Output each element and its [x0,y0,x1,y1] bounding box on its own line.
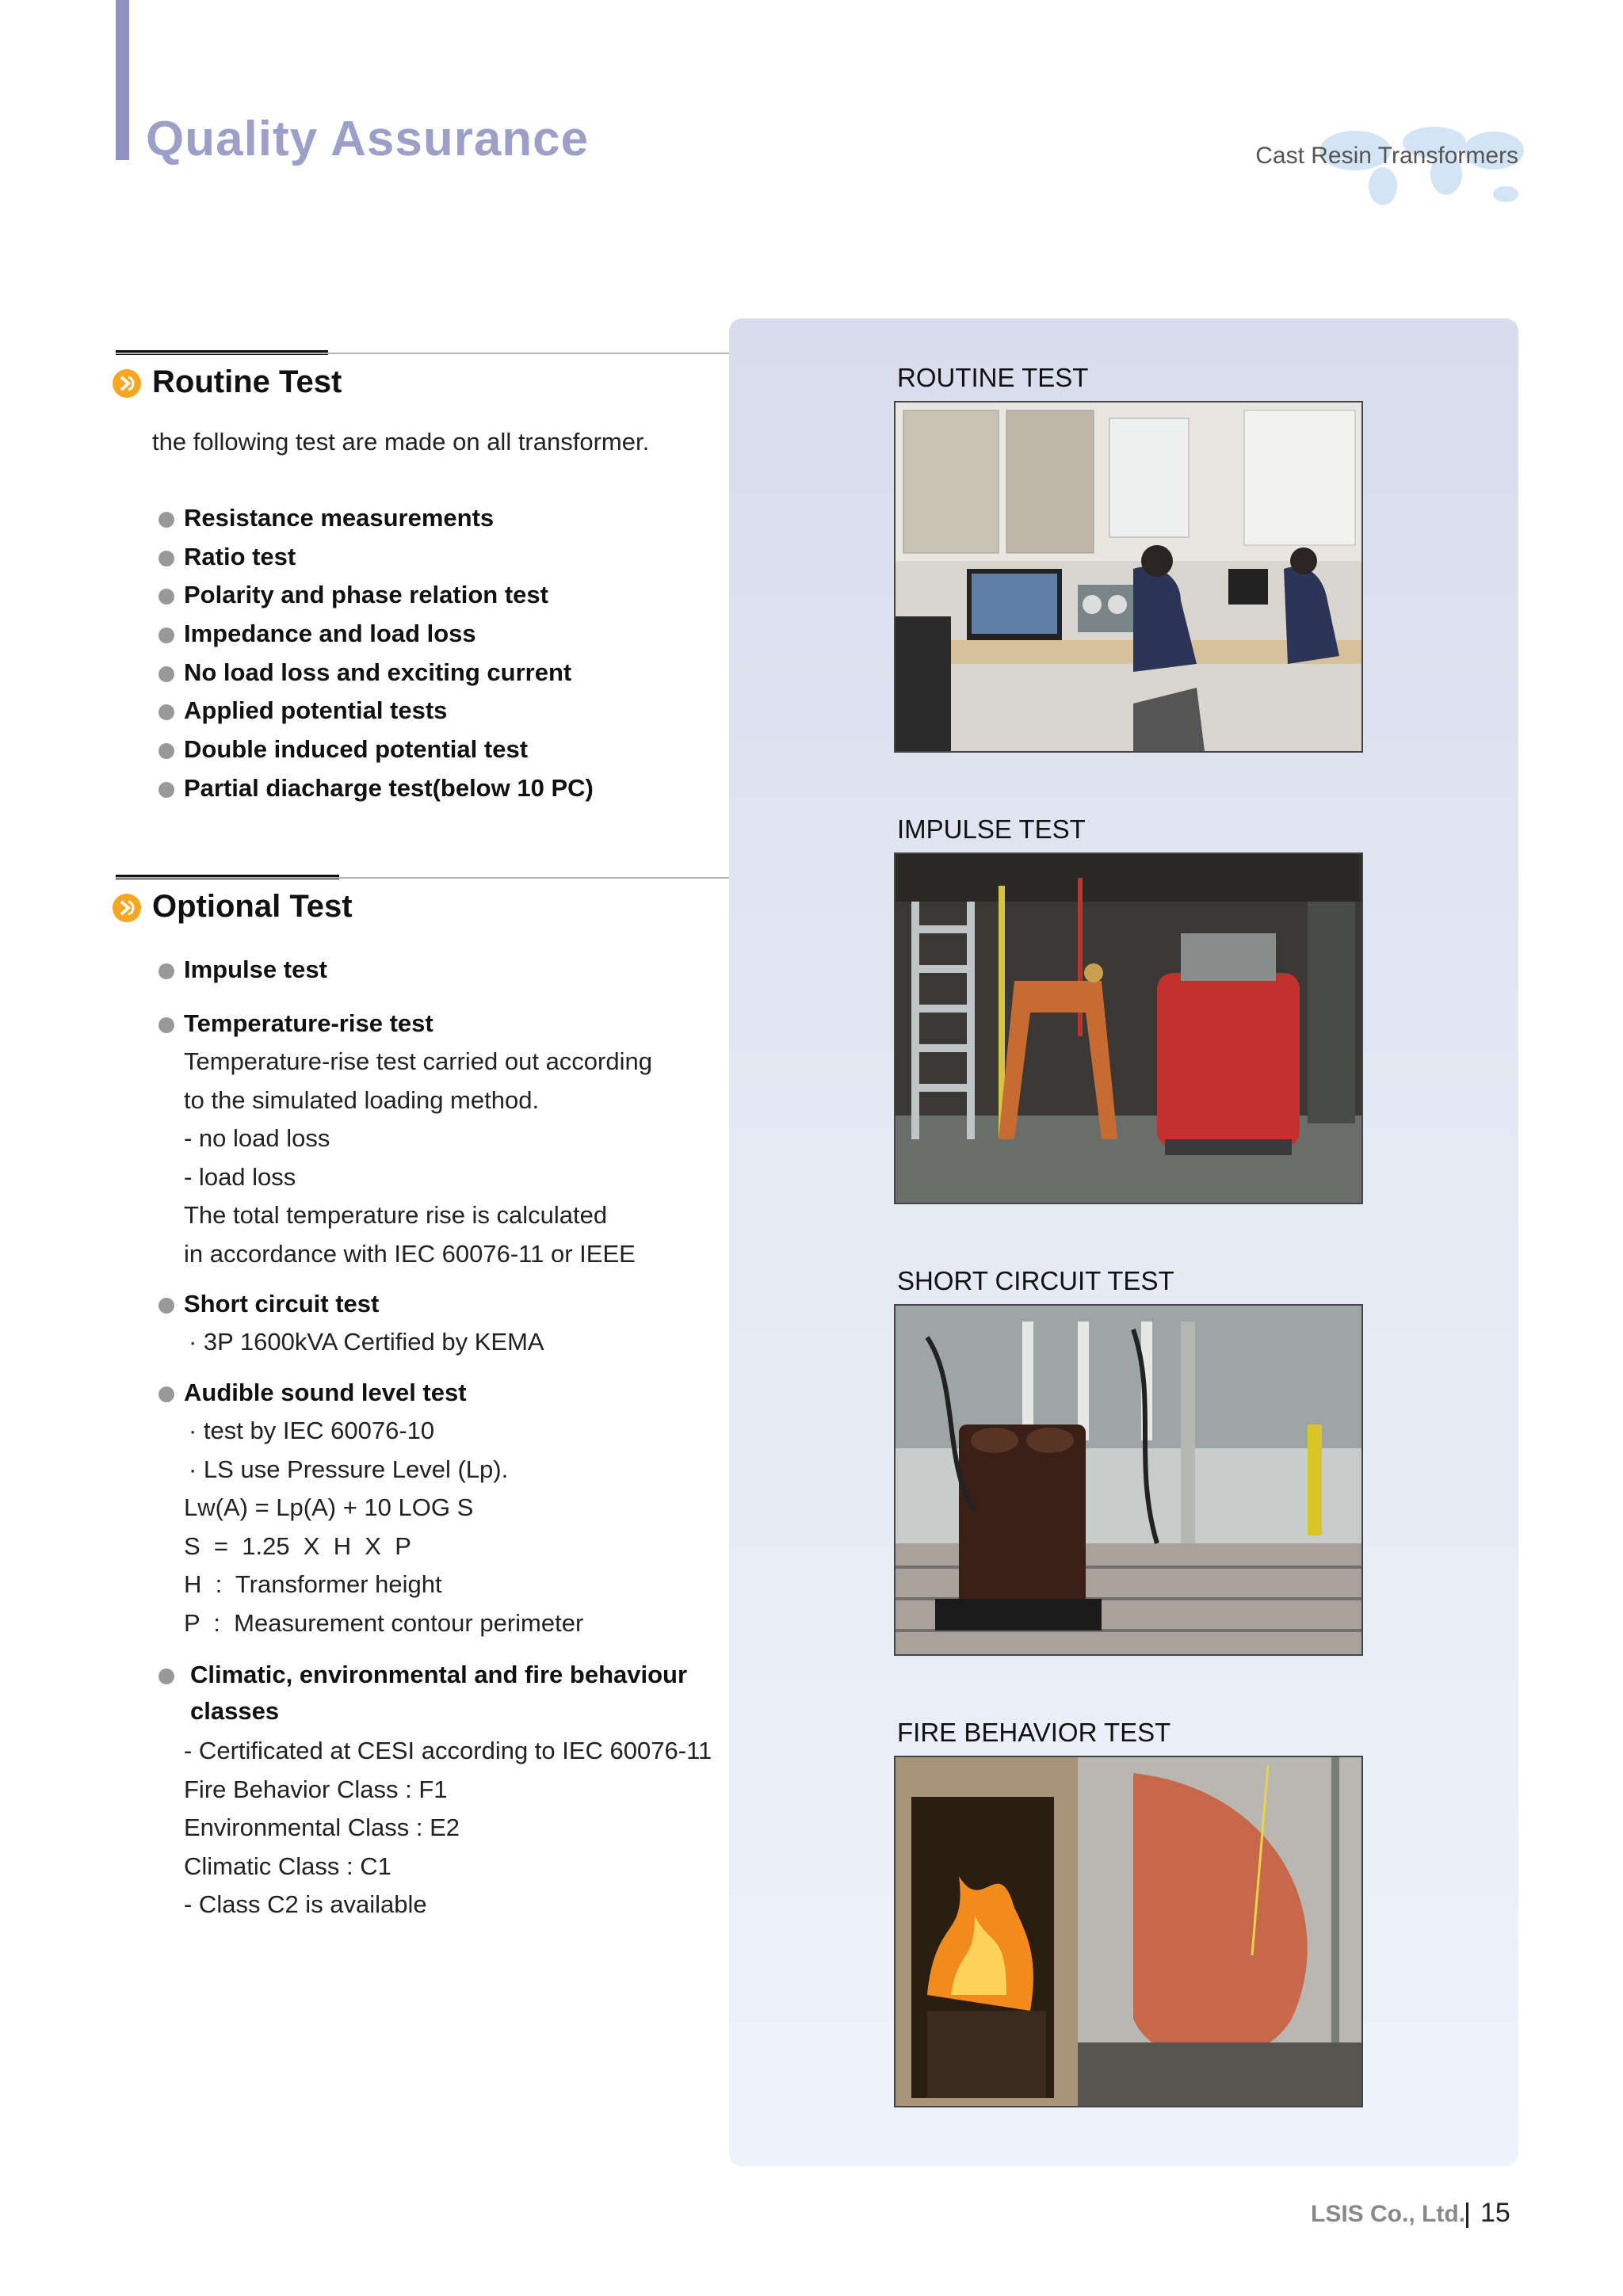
routine-test-list [158,504,594,813]
page-number: 15 [1480,2198,1510,2228]
list-item: Double induced potential test [158,735,594,774]
page-title: Quality Assurance [146,112,590,166]
fire-behavior-test-caption: FIRE BEHAVIOR TEST [897,1718,1171,1747]
footer-company: LSIS Co., Ltd. [1311,2201,1465,2227]
footer-separator [1466,2203,1468,2228]
short-circuit-test-photo [894,1304,1363,1656]
list-item: Short circuit test [158,1290,379,1318]
climatic-details: - Certificated at CESI according to IEC 60076-11 Fire Behavior Class : F1 Environmental Class : E2 Climatic Class : C1 - Class C2 is available [184,1737,712,1919]
bullet-dot-icon [158,589,174,605]
optional-test-heading: Optional Test [152,889,353,924]
audible-sound-details: · test by IEC 60076-10 · LS use Pressure Level (Lp). Lw(A) = Lp(A) + 10 LOG S S = 1.25 X H X P H : Transformer height P : Measurement contour perimeter [184,1417,584,1637]
bullet-dot-icon [158,1017,174,1033]
bullet-dot-icon [158,512,174,528]
list-item: No load loss and exciting current [158,658,594,697]
list-item: Ratio test [158,543,594,582]
short-circuit-detail: · 3P 1600kVA Certified by KEMA [189,1328,544,1356]
bullet-dot-icon [158,551,174,566]
list-item: Resistance measurements [158,504,594,543]
routine-test-intro: the following test are made on all transformer. [152,428,650,456]
bullet-dot-icon [158,1386,174,1402]
impulse-test-photo [894,852,1363,1204]
bullet-dot-icon [158,782,174,798]
list-item: Audible sound level test [158,1379,467,1407]
routine-test-caption: ROUTINE TEST [897,363,1089,392]
impulse-test-caption: IMPULSE TEST [897,814,1086,844]
arrow-bullet-icon [113,369,141,398]
list-item: Impulse test [158,955,327,984]
bullet-dot-icon [158,963,174,979]
title-accent-bar [116,0,129,160]
routine-test-heading: Routine Test [152,364,342,399]
bullet-dot-icon [158,743,174,759]
list-item: Impedance and load loss [158,620,594,658]
bullet-dot-icon [158,627,174,643]
list-item: Temperature-rise test [158,1009,433,1038]
bullet-dot-icon [158,704,174,720]
list-item: Polarity and phase relation test [158,581,594,620]
list-item: Applied potential tests [158,696,594,735]
list-item: Climatic, environmental and fire behaviour classes [158,1661,687,1726]
bullet-dot-icon [158,1298,174,1314]
section-rule [116,353,785,354]
routine-test-photo [894,401,1363,753]
fire-behavior-test-photo [894,1756,1363,2107]
bullet-dot-icon [158,666,174,682]
temperature-rise-details: Temperature-rise test carried out according to the simulated loading method. - no load loss - load loss The total temperature rise is calculated in accordance with IEC 60076-11 or IEEE [184,1047,652,1268]
document-subtitle: Cast Resin Transformers [1255,143,1518,169]
list-item: Partial diacharge test(below 10 PC) [158,774,594,813]
section-rule [116,877,785,879]
short-circuit-test-caption: SHORT CIRCUIT TEST [897,1266,1174,1295]
arrow-bullet-icon [113,894,141,922]
bullet-dot-icon [158,1669,174,1684]
